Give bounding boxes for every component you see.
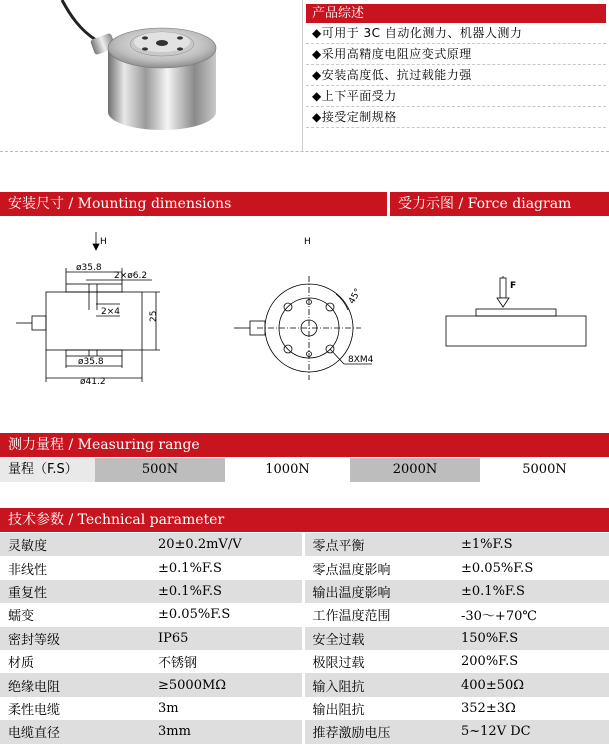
technical-drawings xyxy=(0,218,609,410)
label-x4: 2×4 xyxy=(101,307,120,317)
product-photo xyxy=(0,0,303,152)
param-value: ±0.1%F.S xyxy=(453,580,609,603)
param-value: 不锈钢 xyxy=(150,650,303,673)
param-value: 200%F.S xyxy=(453,650,609,673)
table-row xyxy=(0,673,609,696)
table-row xyxy=(0,556,609,579)
param-label: 重复性 xyxy=(0,580,150,603)
param-value: -30～+70℃ xyxy=(453,603,609,626)
summary-item: ◆上下平面受力 xyxy=(306,86,606,107)
label-h2: H xyxy=(304,237,311,247)
table-row xyxy=(0,580,609,603)
summary-title: 产品综述 xyxy=(306,4,606,23)
param-label: 输出温度影响 xyxy=(303,580,453,603)
param-label: 柔性电缆 xyxy=(0,697,150,720)
param-value: 3mm xyxy=(150,720,303,743)
param-label: 电缆直径 xyxy=(0,720,150,743)
table-row xyxy=(0,603,609,626)
label-angle: 45° xyxy=(347,287,364,306)
param-value: ±0.1%F.S xyxy=(150,556,303,579)
mounting-dimensions-header xyxy=(0,192,387,216)
param-label: 工作温度范围 xyxy=(303,603,453,626)
param-value: 5~12V DC xyxy=(453,720,609,743)
param-label: 极限过载 xyxy=(303,650,453,673)
tech-title-en: / Technical parameter xyxy=(64,512,225,528)
measuring-range-header xyxy=(0,433,609,457)
product-summary xyxy=(306,4,606,128)
param-label: 推荐激励电压 xyxy=(303,720,453,743)
range-value: 500N xyxy=(95,458,225,482)
param-value: ±0.1%F.S xyxy=(150,580,303,603)
label-h1: H xyxy=(100,237,107,247)
measuring-range-row xyxy=(0,458,609,482)
range-value: 5000N xyxy=(480,458,609,482)
summary-item: ◆安装高度低、抗过载能力强 xyxy=(306,65,606,86)
force-title-cn: 受力示图 xyxy=(398,196,454,212)
drawing-canvas xyxy=(0,218,609,410)
param-label: 零点平衡 xyxy=(303,533,453,556)
param-label: 非线性 xyxy=(0,556,150,579)
param-value: 150%F.S xyxy=(453,627,609,650)
technical-parameter-table xyxy=(0,533,609,744)
param-value: ±0.05%F.S xyxy=(453,556,609,579)
technical-parameter-header xyxy=(0,508,609,532)
force-diagram-header xyxy=(390,192,609,216)
param-label: 零点温度影响 xyxy=(303,556,453,579)
param-value: ≥5000MΩ xyxy=(150,673,303,696)
tech-title-cn: 技术参数 xyxy=(8,512,64,528)
param-label: 输出阻抗 xyxy=(303,697,453,720)
range-label: 量程（F.S） xyxy=(0,458,95,482)
range-value: 2000N xyxy=(350,458,480,482)
summary-item: ◆采用高精度电阻应变式原理 xyxy=(306,44,606,65)
param-label: 材质 xyxy=(0,650,150,673)
param-value: ±0.05%F.S xyxy=(150,603,303,626)
mounting-title-en: / Mounting dimensions xyxy=(64,196,232,212)
param-label: 输入阻抗 xyxy=(303,673,453,696)
label-d62: 2×ø6.2 xyxy=(114,271,148,281)
param-value: 3m xyxy=(150,697,303,720)
load-cell-photo xyxy=(0,0,303,152)
mounting-title-cn: 安装尺寸 xyxy=(8,196,64,212)
product-overview-section xyxy=(0,0,609,152)
summary-item: ◆接受定制规格 xyxy=(306,107,606,128)
label-d358-top: ø35.8 xyxy=(76,263,102,273)
range-title-en: / Measuring range xyxy=(64,437,200,453)
range-value: 1000N xyxy=(225,458,350,482)
table-row xyxy=(0,627,609,650)
divider xyxy=(0,151,609,152)
label-d358-bot: ø35.8 xyxy=(78,357,104,367)
param-label: 安全过载 xyxy=(303,627,453,650)
param-label: 灵敏度 xyxy=(0,533,150,556)
label-thread: 8XM4 xyxy=(348,355,374,365)
param-value: IP65 xyxy=(150,627,303,650)
param-value: 20±0.2mV/V xyxy=(150,533,303,556)
param-label: 绝缘电阻 xyxy=(0,673,150,696)
label-force-f: F xyxy=(510,281,517,291)
param-value: 400±50Ω xyxy=(453,673,609,696)
param-value: 352±3Ω xyxy=(453,697,609,720)
label-h25: 25 xyxy=(149,310,159,322)
table-row xyxy=(0,650,609,673)
label-d412: ø41.2 xyxy=(80,377,106,387)
force-title-en: / Force diagram xyxy=(454,196,572,212)
table-row xyxy=(0,697,609,720)
param-label: 密封等级 xyxy=(0,627,150,650)
summary-item: ◆可用于 3C 自动化测力、机器人测力 xyxy=(306,23,606,44)
table-row xyxy=(0,720,609,743)
range-title-cn: 测力量程 xyxy=(8,437,64,453)
param-label: 蠕变 xyxy=(0,603,150,626)
table-row xyxy=(0,533,609,556)
param-value: ±1%F.S xyxy=(453,533,609,556)
